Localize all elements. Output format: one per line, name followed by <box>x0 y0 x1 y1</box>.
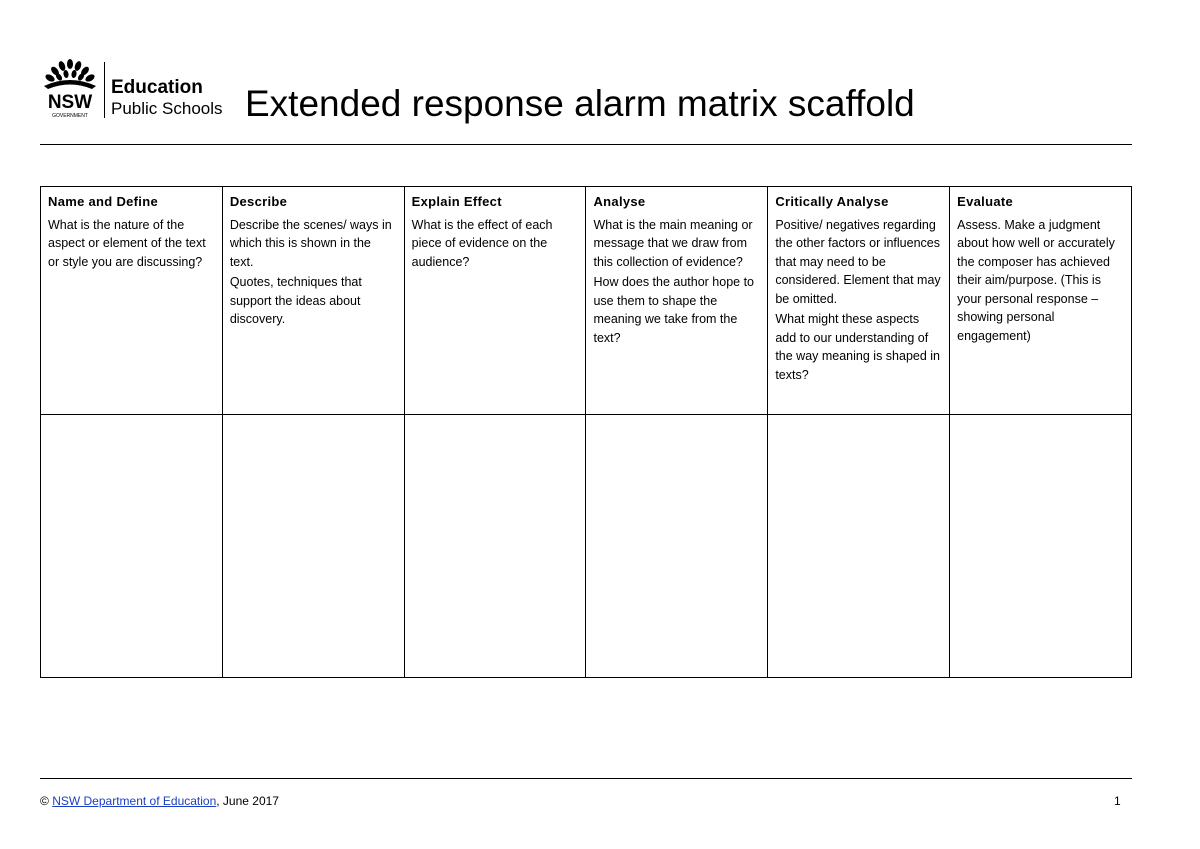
column-name-and-define <box>41 187 223 415</box>
column-heading: Critically Analyse <box>775 194 889 209</box>
column-description: Describe the scenes/ ways in which this is shown in the text. <box>229 217 392 269</box>
table-row-response <box>41 415 1132 678</box>
column-description: Assess. Make a judgment about how well or accurately the composer has achieved their aim/purpose. (This is your personal response – showing personal engagement) <box>957 217 1115 343</box>
column-description: What is the effect of each piece of evidence on the audience? <box>411 217 553 269</box>
column-description: How does the author hope to use them to shape the meaning we take from the text? <box>593 275 755 345</box>
column-heading: Analyse <box>593 194 646 209</box>
response-cell[interactable] <box>768 415 950 678</box>
column-heading: Evaluate <box>957 194 1014 209</box>
column-heading: Name and Define <box>48 194 158 209</box>
column-description: Positive/ negatives regarding the other factors or influences that may need to be considered. Element that may be omitted. <box>775 217 941 306</box>
copyright-symbol: © <box>40 794 49 808</box>
response-cell[interactable] <box>222 415 404 678</box>
logo-divider <box>104 62 105 118</box>
nsw-department-link[interactable]: NSW Department of Education <box>52 794 217 808</box>
logo-public-schools-text: Public Schools <box>111 99 223 118</box>
column-heading: Describe <box>229 194 288 209</box>
page-title: Extended response alarm matrix scaffold <box>245 83 915 124</box>
column-heading: Explain Effect <box>411 194 502 209</box>
nsw-waratah-icon <box>40 56 100 120</box>
logo-education-text: Education <box>111 77 203 98</box>
response-cell[interactable] <box>586 415 768 678</box>
column-analyse <box>586 187 768 415</box>
footer-copyright <box>40 793 279 809</box>
page-number: 1 <box>1114 794 1121 808</box>
response-cell[interactable] <box>41 415 223 678</box>
footer-divider <box>40 778 1132 779</box>
response-cell[interactable] <box>950 415 1132 678</box>
column-critically-analyse <box>768 187 950 415</box>
government-wordmark: GOVERNMENT <box>52 113 88 119</box>
column-evaluate <box>950 187 1132 415</box>
nsw-wordmark: NSW <box>47 92 93 113</box>
table-row-prompts <box>41 187 1132 415</box>
page-header <box>40 56 1132 145</box>
column-describe <box>222 187 404 415</box>
footer-date: , June 2017 <box>216 794 279 808</box>
response-cell[interactable] <box>404 415 586 678</box>
column-description: What might these aspects add to our understanding of the way meaning is shaped in texts? <box>775 312 940 382</box>
column-description: What is the nature of the aspect or element of the text or style you are discussing? <box>48 217 206 269</box>
alarm-matrix-table <box>40 186 1132 678</box>
column-description: Quotes, techniques that support the ideas about discovery. <box>229 275 362 326</box>
column-explain-effect <box>404 187 586 415</box>
column-description: What is the main meaning or message that we draw from this collection of evidence? <box>593 217 753 269</box>
nsw-education-logo <box>40 56 240 120</box>
